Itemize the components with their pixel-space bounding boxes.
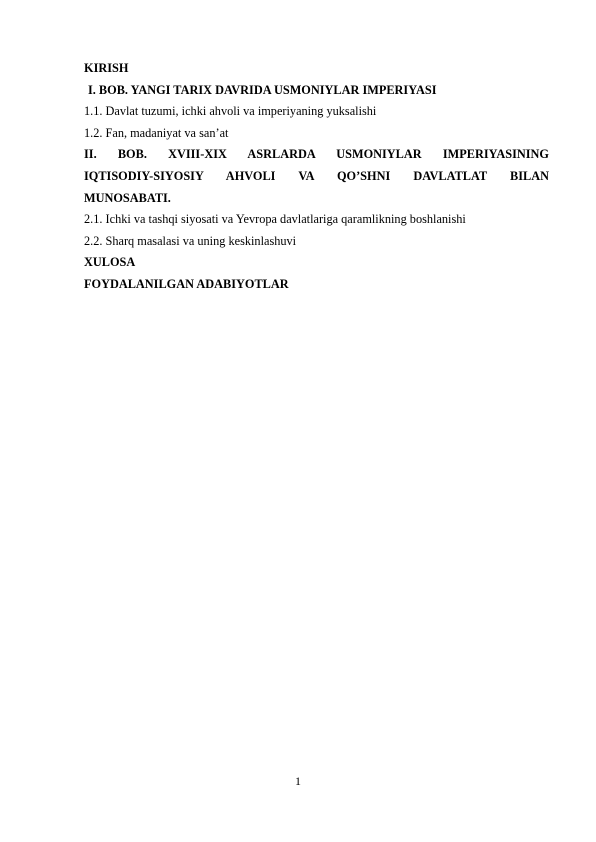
toc-entry-chapter-2-line-3: MUNOSABATI. <box>84 190 171 205</box>
toc-entry-section-1-2: 1.2. Fan, madaniyat va san’at <box>84 125 229 140</box>
table-of-contents <box>84 58 549 296</box>
toc-entry-chapter-2-line-2: IQTISODIY-SIYOSIY AHVOLI VA QO’SHNI DAVLATLAT BILAN <box>84 168 549 183</box>
toc-entry-chapter-1: I. BOB. YANGI TARIX DAVRIDA USMONIYLAR IMPERIYASI <box>88 82 437 97</box>
page-number: 1 <box>295 774 301 788</box>
toc-entry-section-2-2: 2.2. Sharq masalasi va uning keskinlashuvi <box>84 233 297 248</box>
toc-entry-conclusion: XULOSA <box>84 255 136 270</box>
toc-entry-chapter-2-line-1: II. BOB. XVIII-XIX ASRLARDA USMONIYLAR IMPERIYASINING <box>84 147 549 162</box>
toc-entry-section-2-1: 2.1. Ichki va tashqi siyosati va Yevropa davlatlariga qaramlikning boshlanishi <box>84 212 466 227</box>
toc-entry-section-1-1: 1.1. Davlat tuzumi, ichki ahvoli va imperiyaning yuksalishi <box>84 104 377 119</box>
toc-entry-references: FOYDALANILGAN ADABIYOTLAR <box>84 276 289 291</box>
toc-entry-introduction: KIRISH <box>84 61 129 75</box>
